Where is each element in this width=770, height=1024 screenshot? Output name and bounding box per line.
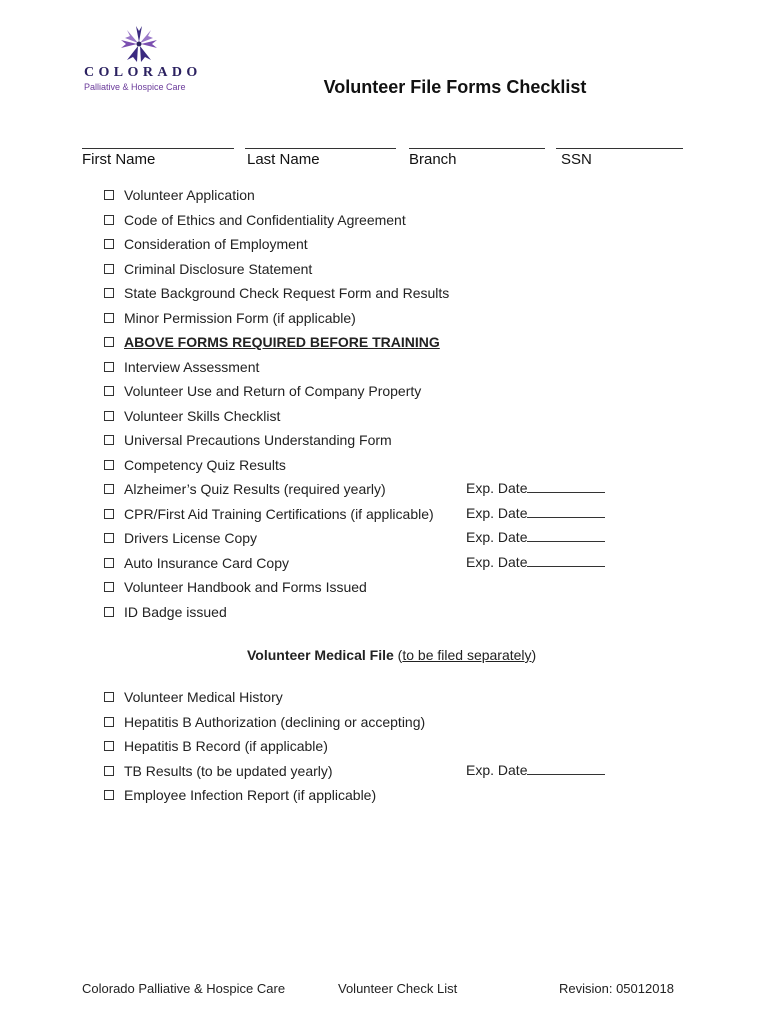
first-name-label: First Name (82, 151, 156, 168)
checklist-item[interactable] (104, 309, 356, 327)
medical-section-title (247, 647, 536, 663)
checkbox[interactable] (104, 190, 114, 200)
last-name-label: Last Name (247, 151, 320, 168)
checkbox[interactable] (104, 288, 114, 298)
page-title: Volunteer File Forms Checklist (323, 77, 587, 97)
checkbox[interactable] (104, 337, 114, 347)
checkbox[interactable] (104, 717, 114, 727)
checklist-item[interactable] (104, 358, 259, 376)
checklist-item-label: Consideration of Employment (124, 236, 308, 252)
exp-date-label: Exp. Date (466, 504, 528, 521)
checklist-item[interactable] (104, 554, 289, 572)
checklist-item[interactable] (104, 737, 328, 755)
checklist-item[interactable] (104, 456, 286, 474)
checklist-item-label: State Background Check Request Form and Results (124, 285, 450, 301)
exp-date-field[interactable] (466, 480, 605, 496)
checkbox[interactable] (104, 509, 114, 519)
checklist-item-label: Criminal Disclosure Statement (124, 260, 313, 277)
footer-document-name: Volunteer Check List (338, 981, 458, 996)
medical-section-heading: Volunteer Medical File (247, 647, 394, 663)
exp-date-field[interactable] (466, 505, 605, 521)
checklist-item[interactable] (104, 529, 257, 547)
checklist-item-label: Drivers License Copy (124, 530, 258, 546)
checklist-item-label: ABOVE FORMS REQUIRED BEFORE TRAINING (124, 334, 440, 350)
checkbox[interactable] (104, 460, 114, 470)
ssn-label: SSN (561, 151, 592, 168)
checklist-item-label: Hepatitis B Record (if applicable) (124, 738, 328, 755)
checkbox[interactable] (104, 386, 114, 396)
checklist-item[interactable] (104, 407, 280, 425)
branch-field[interactable] (409, 148, 545, 149)
checklist-item[interactable] (104, 284, 449, 302)
first-name-field[interactable] (82, 148, 234, 149)
checkbox[interactable] (104, 766, 114, 776)
checklist-item-label: ID Badge issued (124, 603, 227, 620)
checkbox[interactable] (104, 411, 114, 421)
checkbox[interactable] (104, 533, 114, 543)
checkbox[interactable] (104, 582, 114, 592)
exp-date-field[interactable] (466, 529, 605, 545)
checklist-item[interactable] (104, 786, 376, 804)
checklist-item-label: Alzheimer’s Quiz Results (required yearly) (124, 481, 386, 497)
checklist-item[interactable] (104, 333, 440, 351)
logo-wordmark: COLORADO (84, 65, 202, 80)
checklist-item[interactable] (104, 382, 421, 400)
checklist-item-label: Competency Quiz Results (124, 456, 286, 473)
checklist-item[interactable] (104, 211, 406, 229)
checkbox[interactable] (104, 264, 114, 274)
logo-subtitle: Palliative & Hospice Care (84, 82, 186, 92)
branch-label: Branch (409, 151, 457, 168)
checkbox[interactable] (104, 313, 114, 323)
checklist-item[interactable] (104, 186, 255, 204)
checklist-item[interactable] (104, 431, 392, 449)
checklist-item[interactable] (104, 505, 434, 523)
checklist-item-label: Interview Assessment (124, 358, 260, 375)
checklist-item[interactable] (104, 260, 312, 278)
exp-date-label: Exp. Date (466, 480, 528, 496)
exp-date-label: Exp. Date (466, 529, 528, 545)
exp-date-label: Exp. Date (466, 553, 528, 570)
exp-date-label: Exp. Date (466, 761, 528, 778)
checklist-item-label: Volunteer Medical History (124, 689, 283, 705)
checkbox[interactable] (104, 692, 114, 702)
checkbox[interactable] (104, 435, 114, 445)
checklist-item-label: Code of Ethics and Confidentiality Agreement (124, 211, 406, 228)
checklist-item[interactable] (104, 578, 367, 596)
checklist-item[interactable] (104, 713, 425, 731)
checklist-item-label: TB Results (to be updated yearly) (124, 762, 333, 779)
checkbox[interactable] (104, 484, 114, 494)
exp-date-field[interactable] (466, 554, 605, 570)
ssn-field[interactable] (556, 148, 683, 149)
checkbox[interactable] (104, 741, 114, 751)
star-flower-icon (117, 24, 161, 64)
footer-revision: Revision: 05012018 (559, 981, 674, 996)
checklist-item[interactable] (104, 762, 333, 780)
checklist-item-label: Hepatitis B Authorization (declining or accepting) (124, 713, 426, 730)
exp-date-blank[interactable] (527, 529, 605, 542)
organization-logo (82, 24, 212, 94)
exp-date-blank[interactable] (527, 480, 605, 493)
checklist-item-label: Employee Infection Report (if applicable) (124, 787, 377, 804)
medical-note-open: ( (393, 647, 403, 663)
checklist-item-label: Volunteer Use and Return of Company Property (124, 383, 422, 399)
checklist-item[interactable] (104, 235, 308, 253)
checklist-item-label: Minor Permission Form (if applicable) (124, 309, 356, 326)
exp-date-field[interactable] (466, 762, 605, 778)
checkbox[interactable] (104, 790, 114, 800)
checklist-item[interactable] (104, 603, 227, 621)
checklist-item-label: Auto Insurance Card Copy (124, 554, 289, 571)
checklist-item-label: Volunteer Application (124, 187, 255, 203)
exp-date-blank[interactable] (527, 554, 605, 567)
checklist-item-label: CPR/First Aid Training Certifications (if applicable) (124, 505, 434, 522)
checkbox[interactable] (104, 362, 114, 372)
checklist-item-label: Volunteer Skills Checklist (124, 407, 281, 424)
medical-section-note: to be filed separately (402, 647, 532, 663)
last-name-field[interactable] (245, 148, 396, 149)
checklist-item[interactable] (104, 480, 386, 498)
checklist-item-label: Volunteer Handbook and Forms Issued (124, 579, 367, 595)
checkbox[interactable] (104, 215, 114, 225)
checklist-item-label: Universal Precautions Understanding Form (124, 432, 392, 448)
exp-date-blank[interactable] (527, 505, 605, 518)
checklist-item[interactable] (104, 688, 283, 706)
exp-date-blank[interactable] (527, 762, 605, 775)
checkbox[interactable] (104, 558, 114, 568)
checkbox[interactable] (104, 239, 114, 249)
footer-organization: Colorado Palliative & Hospice Care (82, 981, 286, 996)
medical-note-close: ) (531, 647, 537, 663)
checkbox[interactable] (104, 607, 114, 617)
